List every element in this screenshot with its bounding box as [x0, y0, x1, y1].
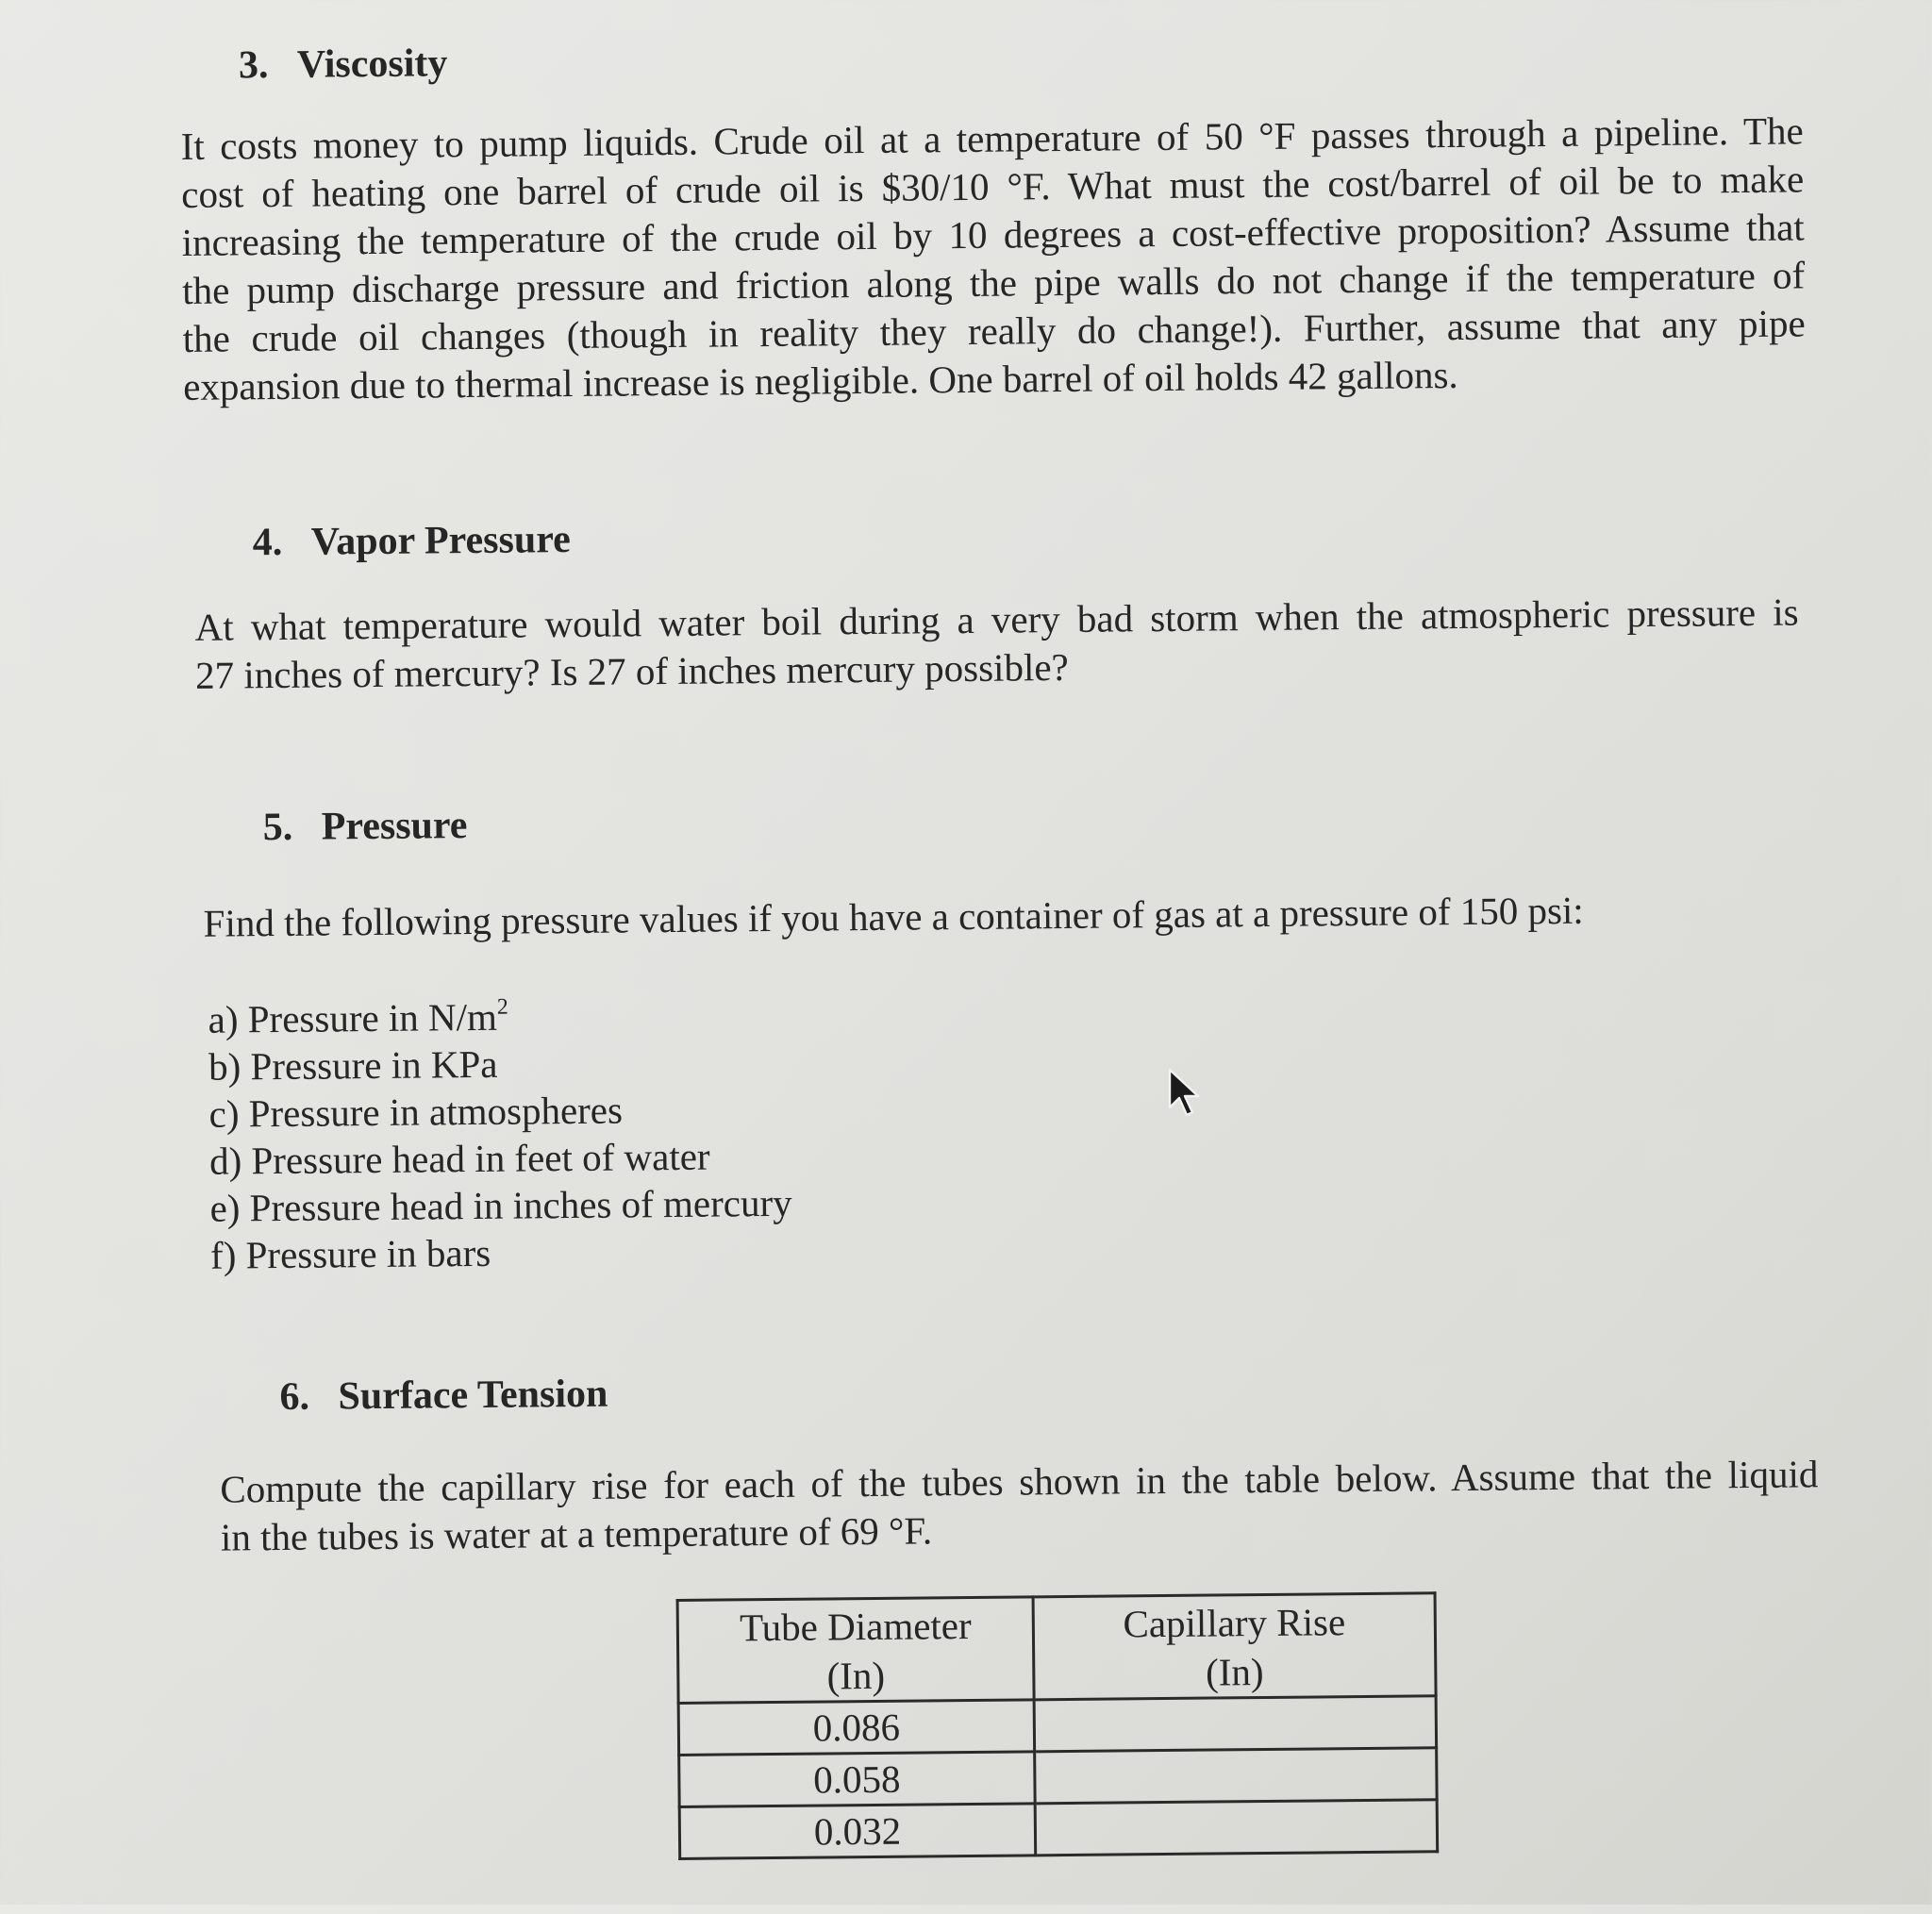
item-text: c) Pressure in atmospheres [208, 1088, 624, 1136]
text-line: in the tubes is water at a temperature of 69 °F. [220, 1508, 933, 1559]
list-item [208, 990, 790, 1043]
section-title: Viscosity [296, 42, 448, 87]
item-text: e) Pressure head in inches of mercury [209, 1180, 792, 1230]
text-line: Compute the capillary rise for each of the tubes shown in the table below. Assume that the liquid [220, 1452, 1819, 1511]
capillary-rise-table [676, 1591, 1440, 1860]
list-item [209, 1132, 791, 1185]
list-item [208, 1038, 791, 1090]
section-title: Vapor Pressure [310, 518, 571, 564]
text-line: At what temperature would water boil during a very bad storm when the atmospheric pressure is [194, 590, 1799, 649]
header-line: Capillary Rise [1123, 1600, 1346, 1646]
text-line: It costs money to pump liquids. Crude oil at a temperature of 50 °F passes through a pipeline. The [180, 108, 1804, 168]
section-heading-surface-tension [279, 1372, 608, 1420]
section-heading-vapor-pressure [253, 517, 571, 565]
text-line: cost of heating one barrel of crude oil is $30/10 °F. What must the cost/barrel of oil be to make [181, 157, 1805, 216]
item-text: a) Pressure in N/m [208, 994, 498, 1041]
section-number: 5. [262, 805, 293, 850]
section-title: Surface Tension [338, 1372, 608, 1419]
tube-diameter-cell: 0.058 [679, 1752, 1036, 1807]
text-line: Find the following pressure values if you have a container of gas at a pressure of 150 psi: [203, 888, 1584, 945]
mouse-pointer-arrow-icon [1166, 1068, 1204, 1117]
list-item [209, 1179, 791, 1232]
table-row [678, 1696, 1436, 1756]
text-line: the crude oil changes (though in reality they really do change!). Further, assume that any pipe [182, 301, 1806, 360]
surface-tension-problem-text [220, 1450, 1819, 1561]
tube-diameter-cell: 0.086 [678, 1700, 1035, 1756]
text-line: increasing the temperature of the crude oil by 10 degrees a cost-effective proposition? Assume that [181, 205, 1805, 264]
section-heading-pressure [262, 803, 467, 850]
table-header-row [677, 1593, 1436, 1704]
section-number: 4. [252, 520, 283, 565]
capillary-rise-cell [1035, 1748, 1438, 1804]
section-number: 3. [238, 43, 269, 88]
capillary-rise-cell [1034, 1696, 1437, 1752]
superscript: 2 [496, 995, 508, 1021]
pressure-item-list [208, 990, 792, 1279]
list-item [208, 1085, 791, 1138]
text-line: the pump discharge pressure and friction along the pipe walls do not change if the temperature of [182, 253, 1806, 312]
table-row [679, 1748, 1437, 1807]
header-line: (In) [826, 1653, 886, 1698]
item-text: f) Pressure in bars [209, 1230, 491, 1277]
section-heading-viscosity [239, 41, 448, 88]
text-line: expansion due to thermal increase is negligible. One barrel of oil holds 42 gallons. [182, 352, 1458, 408]
text-line: 27 inches of mercury? Is 27 of inches mercury possible? [194, 644, 1069, 697]
list-item [210, 1226, 792, 1279]
header-line: Tube Diameter [739, 1603, 972, 1650]
viscosity-problem-text [181, 107, 1807, 410]
header-line: (In) [1205, 1650, 1264, 1694]
item-text: d) Pressure head in feet of water [208, 1134, 710, 1183]
column-header-capillary-rise [1033, 1593, 1436, 1700]
tube-diameter-cell: 0.032 [679, 1804, 1036, 1859]
pressure-problem-text [203, 885, 1712, 947]
table-row [679, 1800, 1437, 1859]
section-number: 6. [279, 1374, 310, 1420]
capillary-rise-cell [1035, 1800, 1438, 1856]
column-header-tube-diameter [677, 1597, 1034, 1704]
section-title: Pressure [321, 804, 468, 849]
vapor-pressure-problem-text [194, 589, 1799, 700]
item-text: b) Pressure in KPa [208, 1041, 498, 1089]
